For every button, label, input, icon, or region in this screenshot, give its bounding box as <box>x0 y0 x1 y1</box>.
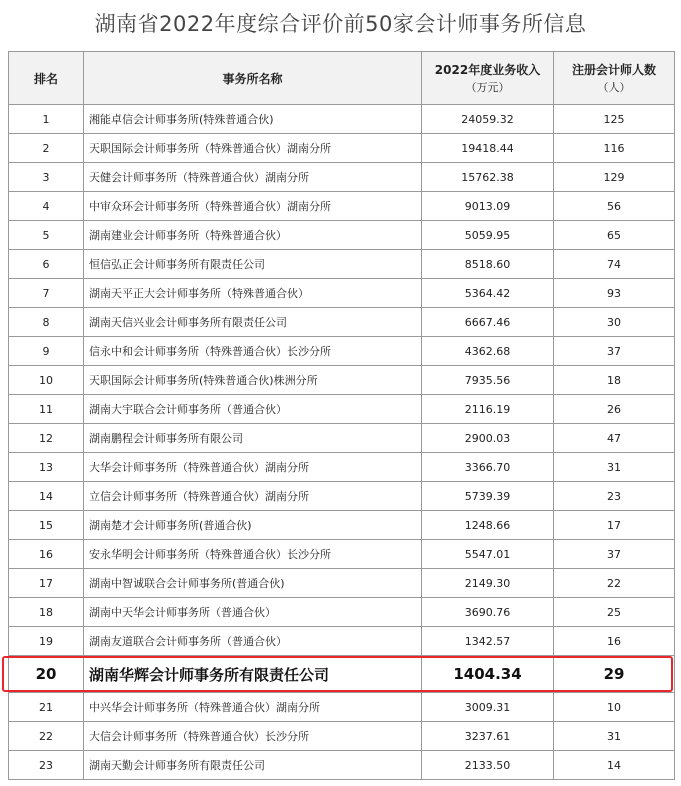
table-row <box>9 134 675 163</box>
cell-revenue: 24059.32 <box>422 105 554 134</box>
cell-rank: 17 <box>9 569 84 598</box>
cell-name: 大信会计师事务所（特殊普通合伙）长沙分所 <box>84 722 422 751</box>
cell-revenue: 5547.01 <box>422 540 554 569</box>
cell-name: 中兴华会计师事务所（特殊普通合伙）湖南分所 <box>84 693 422 722</box>
cell-cpa: 93 <box>554 279 675 308</box>
cell-rank: 5 <box>9 221 84 250</box>
table-row <box>9 511 675 540</box>
cell-name: 天职国际会计师事务所（特殊普通合伙）湖南分所 <box>84 134 422 163</box>
cell-revenue: 5739.39 <box>422 482 554 511</box>
cell-revenue: 15762.38 <box>422 163 554 192</box>
table-row <box>9 337 675 366</box>
cell-rank: 22 <box>9 722 84 751</box>
cell-rank: 3 <box>9 163 84 192</box>
cell-name: 天职国际会计师事务所(特殊普通合伙)株洲分所 <box>84 366 422 395</box>
cell-name: 湖南友道联合会计师事务所（普通合伙） <box>84 627 422 656</box>
cell-rank: 13 <box>9 453 84 482</box>
cell-revenue: 2116.19 <box>422 395 554 424</box>
table-row <box>9 192 675 221</box>
cell-name: 恒信弘正会计师事务所有限责任公司 <box>84 250 422 279</box>
cell-rank: 14 <box>9 482 84 511</box>
cell-name: 湖南楚才会计师事务所(普通合伙) <box>84 511 422 540</box>
table-row <box>9 424 675 453</box>
cell-rank: 11 <box>9 395 84 424</box>
cell-cpa: 31 <box>554 453 675 482</box>
cell-cpa: 56 <box>554 192 675 221</box>
cell-rank: 10 <box>9 366 84 395</box>
cell-revenue: 1248.66 <box>422 511 554 540</box>
cell-revenue: 3366.70 <box>422 453 554 482</box>
cell-name: 湖南天勤会计师事务所有限责任公司 <box>84 751 422 780</box>
cell-revenue: 5364.42 <box>422 279 554 308</box>
cell-name: 中审众环会计师事务所（特殊普通合伙）湖南分所 <box>84 192 422 221</box>
cell-cpa: 17 <box>554 511 675 540</box>
cell-revenue: 6667.46 <box>422 308 554 337</box>
cell-name: 立信会计师事务所（特殊普通合伙）湖南分所 <box>84 482 422 511</box>
table-row <box>9 163 675 192</box>
cell-cpa: 10 <box>554 693 675 722</box>
cell-revenue: 19418.44 <box>422 134 554 163</box>
cell-revenue: 3009.31 <box>422 693 554 722</box>
cell-name: 湖南大宇联合会计师事务所（普通合伙） <box>84 395 422 424</box>
cell-name: 湖南华辉会计师事务所有限责任公司 <box>84 656 422 693</box>
table-row <box>9 627 675 656</box>
cell-rank: 18 <box>9 598 84 627</box>
cell-cpa: 37 <box>554 337 675 366</box>
cell-cpa: 23 <box>554 482 675 511</box>
cell-cpa: 31 <box>554 722 675 751</box>
cell-rank: 4 <box>9 192 84 221</box>
cell-cpa: 26 <box>554 395 675 424</box>
cell-revenue: 2149.30 <box>422 569 554 598</box>
cell-rank: 9 <box>9 337 84 366</box>
table-row <box>9 722 675 751</box>
cell-revenue: 1404.34 <box>422 656 554 693</box>
cell-cpa: 30 <box>554 308 675 337</box>
cell-cpa: 116 <box>554 134 675 163</box>
cell-rank: 2 <box>9 134 84 163</box>
table-row <box>9 751 675 780</box>
cell-revenue: 3237.61 <box>422 722 554 751</box>
header-revenue-label: 2022年度业务收入 <box>434 63 541 77</box>
table-row <box>9 308 675 337</box>
cell-name: 湖南天信兴业会计师事务所有限责任公司 <box>84 308 422 337</box>
cell-name: 天健会计师事务所（特殊普通合伙）湖南分所 <box>84 163 422 192</box>
table-row <box>9 395 675 424</box>
cell-cpa: 22 <box>554 569 675 598</box>
cell-cpa: 129 <box>554 163 675 192</box>
table-row <box>9 250 675 279</box>
cell-revenue: 7935.56 <box>422 366 554 395</box>
table-row <box>9 693 675 722</box>
cell-cpa: 14 <box>554 751 675 780</box>
cell-cpa: 37 <box>554 540 675 569</box>
header-cpa-unit: （人） <box>597 81 631 94</box>
cell-rank: 15 <box>9 511 84 540</box>
cell-cpa: 74 <box>554 250 675 279</box>
header-revenue <box>422 52 554 105</box>
table-row <box>9 221 675 250</box>
cell-revenue: 1342.57 <box>422 627 554 656</box>
cell-revenue: 3690.76 <box>422 598 554 627</box>
table-row <box>9 540 675 569</box>
cell-rank: 16 <box>9 540 84 569</box>
page-title: 湖南省2022年度综合评价前50家会计师事务所信息 <box>94 12 587 36</box>
cell-rank: 8 <box>9 308 84 337</box>
cell-rank: 7 <box>9 279 84 308</box>
cell-cpa: 125 <box>554 105 675 134</box>
cell-revenue: 2133.50 <box>422 751 554 780</box>
cell-rank: 20 <box>9 656 84 693</box>
table-row-highlighted <box>9 656 675 693</box>
cell-name: 湖南天平正大会计师事务所（特殊普通合伙） <box>84 279 422 308</box>
table-row <box>9 453 675 482</box>
cell-rank: 23 <box>9 751 84 780</box>
cell-cpa: 25 <box>554 598 675 627</box>
cell-cpa: 65 <box>554 221 675 250</box>
cell-revenue: 8518.60 <box>422 250 554 279</box>
header-rank: 排名 <box>9 52 84 105</box>
cell-rank: 19 <box>9 627 84 656</box>
cell-name: 信永中和会计师事务所（特殊普通合伙）长沙分所 <box>84 337 422 366</box>
cell-cpa: 29 <box>554 656 675 693</box>
cell-name: 湖南建业会计师事务所（特殊普通合伙） <box>84 221 422 250</box>
cell-revenue: 9013.09 <box>422 192 554 221</box>
cell-cpa: 18 <box>554 366 675 395</box>
cell-revenue: 4362.68 <box>422 337 554 366</box>
cell-name: 安永华明会计师事务所（特殊普通合伙）长沙分所 <box>84 540 422 569</box>
cell-rank: 12 <box>9 424 84 453</box>
table-row <box>9 366 675 395</box>
header-name: 事务所名称 <box>84 52 422 105</box>
header-cpa-label: 注册会计师人数 <box>571 63 656 77</box>
cell-name: 湖南中天华会计师事务所（普通合伙） <box>84 598 422 627</box>
table-row <box>9 598 675 627</box>
table-row <box>9 482 675 511</box>
cell-name: 湘能卓信会计师事务所(特殊普通合伙) <box>84 105 422 134</box>
cell-cpa: 47 <box>554 424 675 453</box>
cell-rank: 6 <box>9 250 84 279</box>
cell-name: 湖南中智诚联合会计师事务所(普通合伙) <box>84 569 422 598</box>
table-row <box>9 569 675 598</box>
cell-name: 大华会计师事务所（特殊普通合伙）湖南分所 <box>84 453 422 482</box>
cell-rank: 21 <box>9 693 84 722</box>
cell-revenue: 2900.03 <box>422 424 554 453</box>
table-row <box>9 105 675 134</box>
table-row <box>9 279 675 308</box>
cell-rank: 1 <box>9 105 84 134</box>
header-revenue-unit: （万元） <box>465 81 510 94</box>
cell-name: 湖南鹏程会计师事务所有限公司 <box>84 424 422 453</box>
cell-revenue: 5059.95 <box>422 221 554 250</box>
header-cpa <box>554 52 675 105</box>
cell-cpa: 16 <box>554 627 675 656</box>
firms-table <box>8 51 675 780</box>
table-header-row <box>9 52 675 105</box>
